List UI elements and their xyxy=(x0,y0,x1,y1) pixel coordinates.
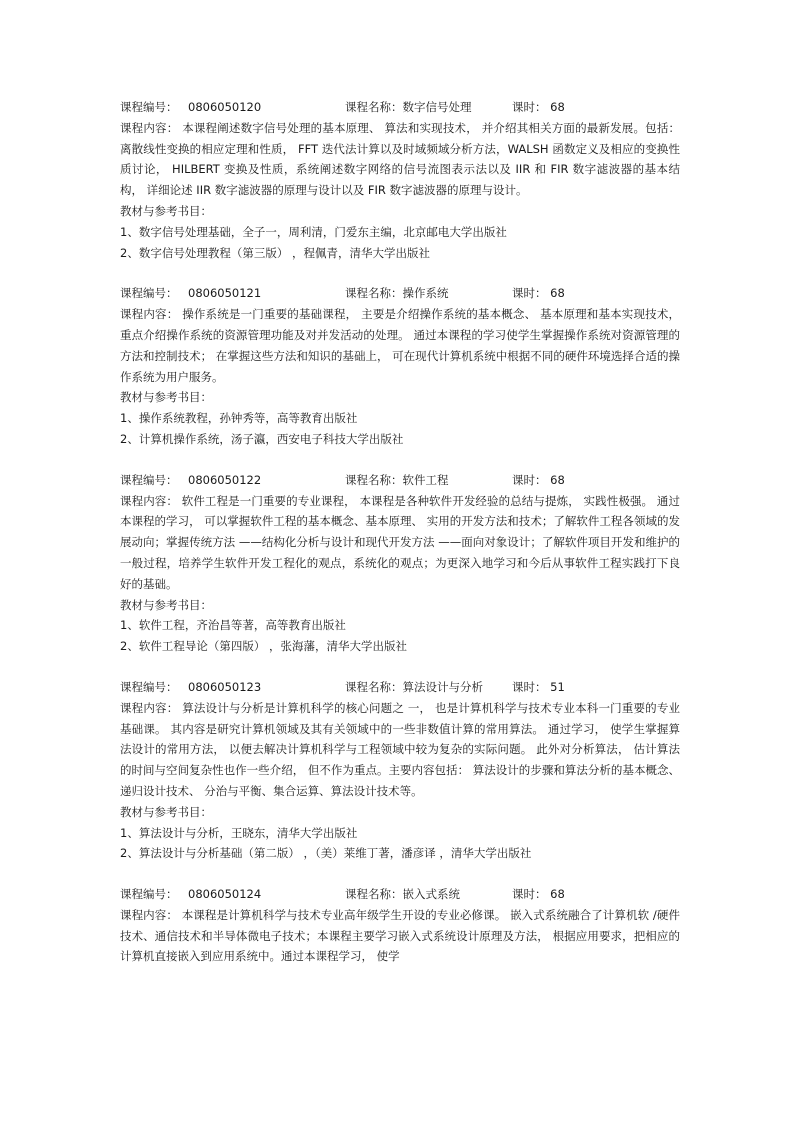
course-hours: 课时： 68 xyxy=(512,472,565,487)
course-entry xyxy=(120,283,680,449)
reference-item: 1、算法设计与分析，王晓东，清华大学出版社 xyxy=(120,825,358,840)
course-hours: 课时： 68 xyxy=(512,100,565,114)
course-code: 0806050124 xyxy=(188,887,262,902)
course-entry xyxy=(120,97,680,263)
course-name: 课程名称：嵌入式系统 xyxy=(345,887,460,902)
reference-item: 2、计算机操作系统，汤子瀛，西安电子科技大学出版社 xyxy=(120,431,404,446)
course-name: 课程名称：操作系统 xyxy=(345,286,449,301)
course-code: 0806050122 xyxy=(188,472,262,487)
course-header xyxy=(120,884,680,905)
course-hours: 课时： 68 xyxy=(512,286,565,301)
course-code: 0806050121 xyxy=(188,286,262,301)
course-list xyxy=(120,97,680,987)
course-entry xyxy=(120,470,680,657)
course-entry xyxy=(120,884,680,967)
course-name: 课程名称：算法设计与分析 xyxy=(345,679,483,694)
reference-title: 教材与参考书目： xyxy=(120,804,212,819)
course-code-label: 课程编号： xyxy=(120,679,178,694)
course-content: 课程内容： 算法设计与分析是计算机科学的核心问题之 一， 也是计算机科学与技术专业本科一门重要的专业基础课。 其内容是研究计算机领域及其有关领域中的一些非数值计算的常用算法。 通过学习， 使学生掌握算法设计的常用方法， 以便去解决计算机科学与工程领域中较为复杂的实际问题。 此外对分析算法， 估计算法的时间与空间复杂性也作一些介绍， 但不作为重点。主要内容包括： 算法设计的步骤和算法分析的基本概念、 递归设计技术、 分治与平衡、集合运算、算法设计技术等。 xyxy=(120,700,680,798)
course-content: 课程内容： 本课程是计算机科学与技术专业高年级学生开设的专业必修课。 嵌入式系统融合了计算机软 /硬件技术、通信技术和半导体微电子技术；本课程主要学习嵌入式系统设计原理及方法， 根据应用要求，把相应的计算机直接嵌入到应用系统中。通过本课程学习， 使学 xyxy=(120,907,680,964)
course-code-label: 课程编号： xyxy=(120,100,178,114)
course-code: 0806050123 xyxy=(188,679,262,694)
course-code: 0806050120 xyxy=(188,100,262,114)
course-entry xyxy=(120,677,680,864)
course-content: 课程内容： 本课程阐述数字信号处理的基本原理、 算法和实现技术， 并介绍其相关方面的最新发展。包括：离散线性变换的相应定理和性质， FFT 迭代法计算以及时域频域分析方法，WALSH 函数定义及相应的变换性质讨论， HILBERT 变换及性质，系统阐述数字网络的信号流图表示法以及 IIR 和 FIR 数字滤波器的基本结构， 详细论述 IIR 数字滤波器的原理与设计以及 FIR 数字滤波器的原理与设计。 xyxy=(120,120,680,198)
course-header xyxy=(120,470,680,491)
reference-item: 1、数字信号处理基础，全子一，周利清，门爱东主编，北京邮电大学出版社 xyxy=(120,224,507,239)
reference-item: 1、软件工程，齐治昌等著，高等教育出版社 xyxy=(120,618,346,633)
course-header xyxy=(120,97,680,118)
reference-item: 1、操作系统教程，孙钟秀等，高等教育出版社 xyxy=(120,411,358,426)
course-code-label: 课程编号： xyxy=(120,286,178,301)
reference-title: 教材与参考书目： xyxy=(120,390,212,405)
course-hours: 课时： 51 xyxy=(512,679,565,694)
course-name: 课程名称：软件工程 xyxy=(345,472,449,487)
course-header xyxy=(120,677,680,698)
course-name: 课程名称：数字信号处理 xyxy=(345,100,472,114)
course-content: 课程内容： 操作系统是一门重要的基础课程， 主要是介绍操作系统的基本概念、 基本原理和基本实现技术， 重点介绍操作系统的资源管理功能及对并发活动的处理。 通过本课程的学习使学生掌握操作系统对资源管理的方法和控制技术； 在掌握这些方法和知识的基础上， 可在现代计算机系统中根据不同的硬件环境选择合适的操作系统为用户服务。 xyxy=(120,307,680,384)
course-code-label: 课程编号： xyxy=(120,472,178,487)
course-header xyxy=(120,283,680,304)
reference-title: 教材与参考书目： xyxy=(120,597,212,612)
reference-item: 2、数字信号处理教程（第三版） ，程佩青，清华大学出版社 xyxy=(120,245,430,260)
course-content: 课程内容： 软件工程是一门重要的专业课程， 本课程是各种软件开发经验的总结与提炼， 实践性极强。 通过本课程的学习， 可以掌握软件工程的基本概念、基本原理、 实用的开发方法和技术；了解软件工程各领域的发展动向；掌握传统方法 ——结构化分析与设计和现代开发方法 ——面向对象设计；了解软件项目开发和维护的一般过程，培养学生软件开发工程化的观点，系统化的观点；为更深入地学习和今后从事软件工程实践打下良好的基础。 xyxy=(120,493,680,591)
reference-item: 2、算法设计与分析基础（第二版） ，（美）莱维丁著，潘彦译 ，清华大学出版社 xyxy=(120,846,532,861)
course-code-label: 课程编号： xyxy=(120,887,178,902)
reference-title: 教材与参考书目： xyxy=(120,203,212,218)
course-hours: 课时： 68 xyxy=(512,887,565,902)
reference-item: 2、软件工程导论（第四版） ，张海藩，清华大学出版社 xyxy=(120,639,407,654)
